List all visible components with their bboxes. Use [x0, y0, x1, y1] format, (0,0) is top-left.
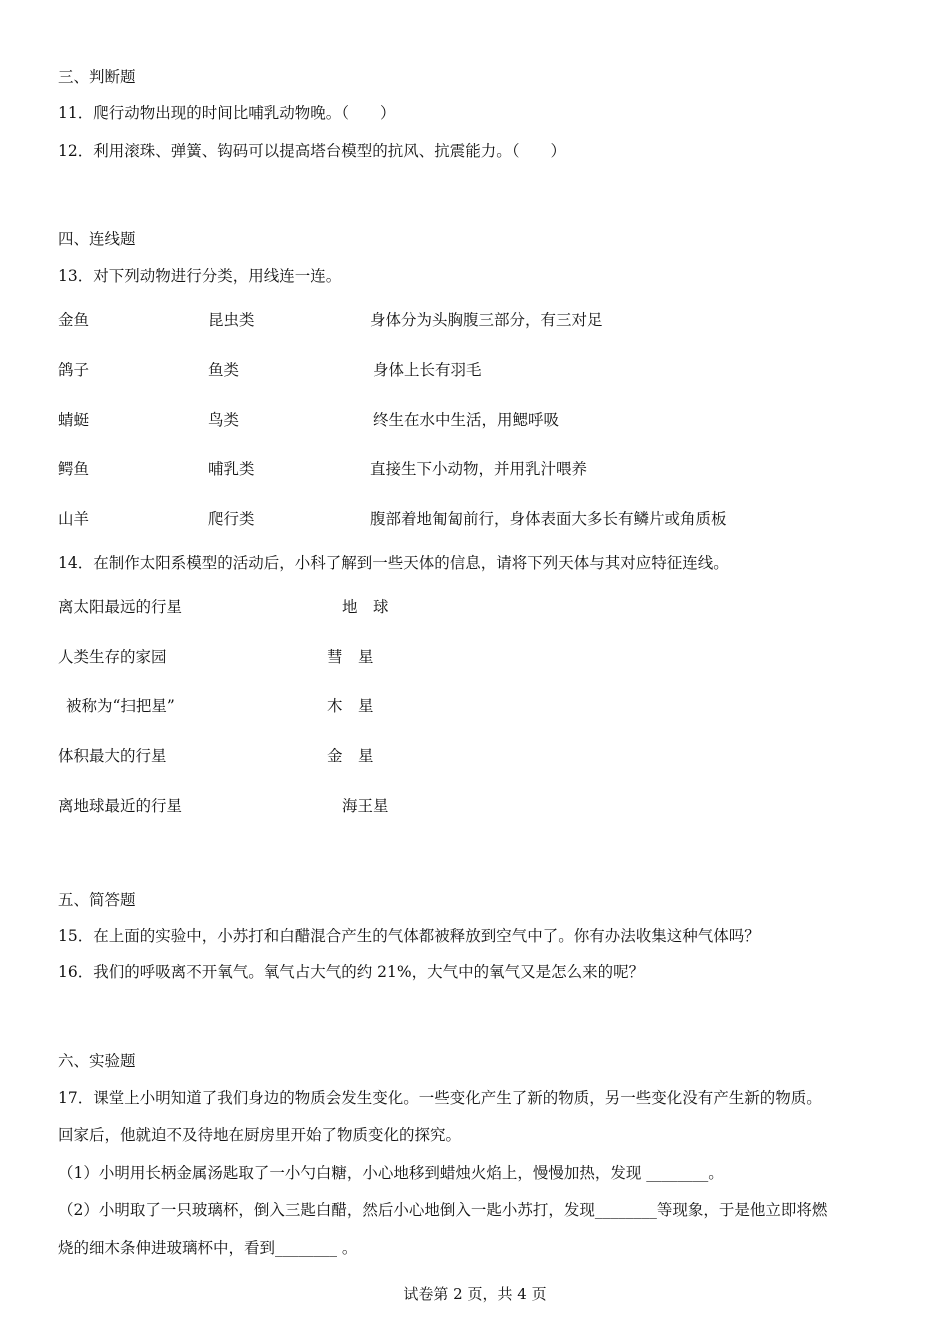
planet-feature-item: 离太阳最远的行星: [58, 598, 183, 616]
section-6-heading: 六、实验题: [58, 1052, 136, 1070]
class-item: 鱼类: [208, 361, 240, 379]
class-item: 爬行类: [208, 510, 255, 528]
question-11: 11．爬行动物出现的时间比哺乳动物晚。（ ）: [58, 104, 396, 122]
planet-feature-item: 离地球最近的行星: [58, 797, 183, 815]
class-item: 昆虫类: [208, 311, 255, 329]
feature-item: 终生在水中生活，用鳃呼吸: [373, 411, 560, 429]
feature-item: 直接生下小动物，并用乳汁喂养: [370, 460, 588, 478]
question-15: 15．在上面的实验中，小苏打和白醋混合产生的气体都被释放到空气中了。你有办法收集这种气体吗？: [58, 927, 760, 945]
section-3-heading: 三、判断题: [58, 68, 136, 86]
question-14: 14．在制作太阳系模型的活动后，小科了解到一些天体的信息，请将下列天体与其对应特征连线。: [58, 554, 729, 572]
animal-item: 鳄鱼: [58, 460, 90, 478]
animal-item: 蜻蜓: [58, 411, 90, 429]
celestial-body-item: 海王星: [342, 797, 389, 815]
question-17-part-2-line-1: （2）小明取了一只玻璃杯，倒入三匙白醋，然后小心地倒入一匙小苏打，发现________等现象，于是他立即将燃: [58, 1201, 828, 1219]
planet-feature-item: 被称为“扫把星”: [66, 697, 175, 715]
feature-item: 身体上长有羽毛: [373, 361, 482, 379]
question-13: 13．对下列动物进行分类，用线连一连。: [58, 267, 342, 285]
celestial-body-item: 木 星: [327, 697, 374, 715]
planet-feature-item: 体积最大的行星: [58, 747, 167, 765]
section-5-heading: 五、简答题: [58, 891, 136, 909]
question-16: 16．我们的呼吸离不开氧气。氧气占大气的约 21%，大气中的氧气又是怎么来的呢？: [58, 963, 645, 981]
feature-item: 身体分为头胸腹三部分，有三对足: [370, 311, 603, 329]
planet-feature-item: 人类生存的家园: [58, 648, 167, 666]
celestial-body-item: 地 球: [342, 598, 389, 616]
question-17-line-2: 回家后，他就迫不及待地在厨房里开始了物质变化的探究。: [58, 1126, 462, 1144]
celestial-body-item: 彗 星: [327, 648, 374, 666]
section-4-heading: 四、连线题: [58, 230, 136, 248]
question-12: 12．利用滚珠、弹簧、钩码可以提高塔台模型的抗风、抗震能力。（ ）: [58, 142, 566, 160]
class-item: 鸟类: [208, 411, 240, 429]
question-17-part-1: （1）小明用长柄金属汤匙取了一小勺白糖，小心地移到蜡烛火焰上，慢慢加热，发现 ________。: [58, 1164, 724, 1182]
question-17-line-1: 17．课堂上小明知道了我们身边的物质会发生变化。一些变化产生了新的物质，另一些变化没有产生新的物质。: [58, 1089, 822, 1107]
celestial-body-item: 金 星: [327, 747, 374, 765]
animal-item: 鸽子: [58, 361, 90, 379]
page-footer: 试卷第 2 页，共 4 页: [403, 1285, 547, 1303]
class-item: 哺乳类: [208, 460, 255, 478]
animal-item: 金鱼: [58, 311, 90, 329]
animal-item: 山羊: [58, 510, 90, 528]
question-17-part-2-line-2: 烧的细木条伸进玻璃杯中，看到________ 。: [58, 1239, 358, 1257]
feature-item: 腹部着地匍匐前行，身体表面大多长有鳞片或角质板: [370, 510, 727, 528]
